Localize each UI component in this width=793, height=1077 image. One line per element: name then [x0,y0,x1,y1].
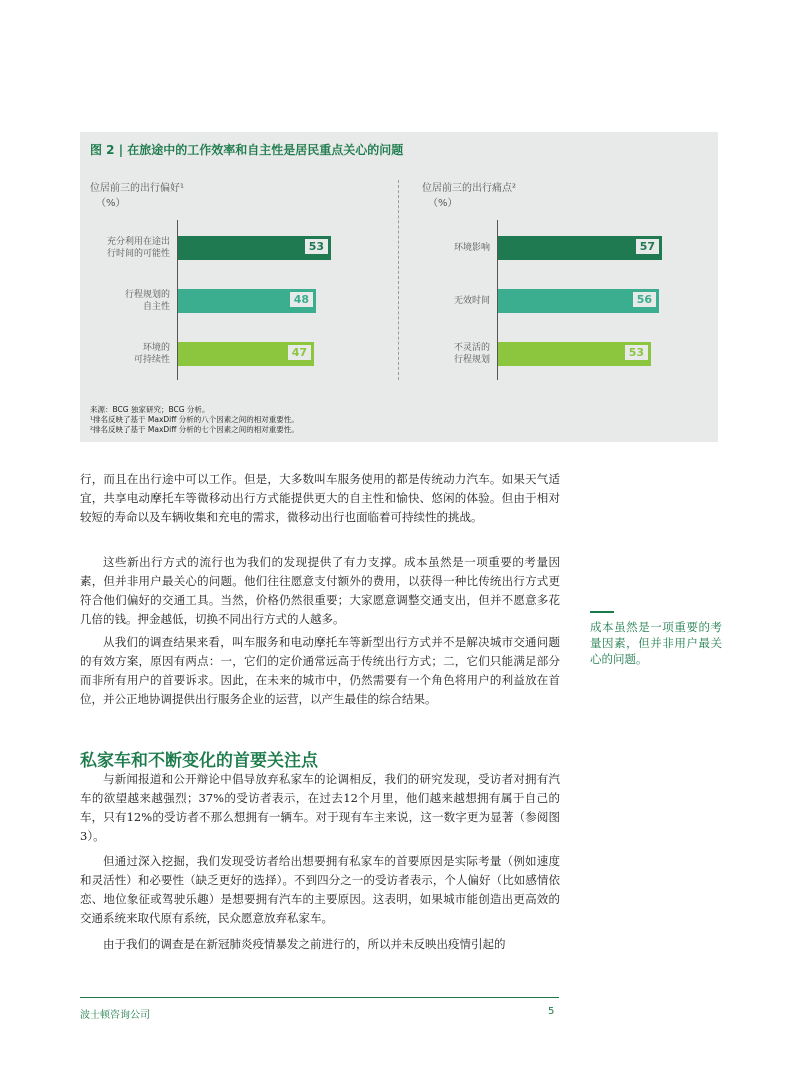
bar-value-label: 57 [636,239,659,254]
footer-rule [80,997,559,998]
right-chart-title: 位居前三的出行痛点² [422,183,517,194]
category-label [80,236,170,260]
paragraph-2: 这些新出行方式的流行也为我们的发现提供了有力支撑。成本虽然是一项重要的考量因素，但并非用户最关心的问题。他们往往愿意支付额外的费用，以获得一种比传统出行方式更符合他们偏好的交通工具。当然，价格仍然很重要；大家愿意调整交通支出，但并不愿意多花几倍的钱。押金越低，切换不同出行方式的人越多。 [80,555,560,626]
bar-value-label: 56 [633,292,656,307]
category-label [400,242,490,254]
paragraph-1: 行，而且在出行途中可以工作。但是，大多数叫车服务使用的都是传统动力汽车。如果天气适宜，共享电动摩托车等微移动出行方式能提供更大的自主性和愉快、悠闲的体验。但由于相对较短的寿命以及车辆收集和充电的需求，微移动出行也面临着可持续性的挑战。 [80,472,560,524]
category-label-line: 行程规划的 [124,290,170,300]
bar [498,342,651,366]
bar-value-label: 47 [288,345,311,360]
category-label [400,342,490,366]
left-chart-title: 位居前三的出行偏好¹ [90,183,185,194]
bar-value-label: 53 [625,345,648,360]
bar [178,342,314,366]
category-label [400,295,490,307]
bar-value-label: 48 [290,292,313,307]
category-label-line: 可持续性 [133,355,170,365]
category-label-line: 环境影响 [453,243,490,253]
figure-title: 图 2 | 在旅途中的工作效率和自主性是居民重点关心的问题 [90,143,404,157]
paragraph-3: 从我们的调查结果来看，叫车服务和电动摩托车等新型出行方式并不是解决城市交通问题的有效方案，原因有两点：一，它们的定价通常远高于传统出行方式；二，它们只能满足部分而非所有用户的首要诉求。因此，在未来的城市中，仍然需要有一个角色将用户的利益放在首位，并公正地协调提供出行服务企业的运营，以产生最佳的综合结果。 [80,635,560,706]
section-heading: 私家车和不断变化的首要关注点 [80,751,318,771]
category-label-line: 不灵活的 [453,343,490,353]
category-label-line: 充分利用在途出 [106,237,170,247]
callout-rule [590,611,614,613]
category-label-line: 环境的 [142,343,170,353]
bar-value-label: 53 [305,239,328,254]
category-label-line: 自主性 [142,302,170,312]
bar [178,289,316,313]
category-label [80,342,170,366]
footnote-1: ¹排名反映了基于 MaxDiff 分析的八个因素之间的相对重要性。 [90,415,299,424]
category-label-line: 无效时间 [453,296,490,306]
category-label-line: 行程规划 [453,355,490,365]
paragraph-4: 与新闻报道和公开辩论中倡导放弃私家车的论调相反，我们的研究发现，受访者对拥有汽车的欲望越来越强烈；37%的受访者表示，在过去12个月里，他们越来越想拥有属于自己的车，只有12%的受访者不那么想拥有一辆车。对于现有车主来说，这一数字更为显著（参阅图3）。 [80,772,560,843]
bar [498,236,662,260]
right-bar-chart [400,220,718,380]
chart-divider [398,180,399,380]
footnote-2: ²排名反映了基于 MaxDiff 分析的七个因素之间的相对重要性。 [90,425,299,434]
page-number: 5 [548,1006,555,1017]
pull-quote: 成本虽然是一项重要的考量因素，但并非用户最关心的问题。 [590,620,722,666]
right-chart-unit: （%） [428,198,458,209]
left-chart-unit: （%） [96,198,126,209]
source-line: 来源：BCG 独家研究；BCG 分析。 [90,405,210,414]
paragraph-6: 由于我们的调查是在新冠肺炎疫情暴发之前进行的，所以并未反映出疫情引起的 [103,937,506,951]
bar [498,289,659,313]
figure-panel [80,132,718,442]
bar [178,236,331,260]
left-bar-chart [80,220,398,380]
footer-company: 波士顿咨询公司 [80,1010,150,1021]
category-label [80,289,170,313]
paragraph-5: 但通过深入挖掘，我们发现受访者给出想要拥有私家车的首要原因是实际考量（例如速度和灵活性）和必要性（缺乏更好的选择）。不到四分之一的受访者表示，个人偏好（比如感情依恋、地位象征或驾驶乐趣）是想要拥有汽车的主要原因。这表明，如果城市能创造出更高效的交通系统来取代原有系统，民众愿意放弃私家车。 [80,854,560,925]
category-label-line: 行时间的可能性 [106,249,170,259]
